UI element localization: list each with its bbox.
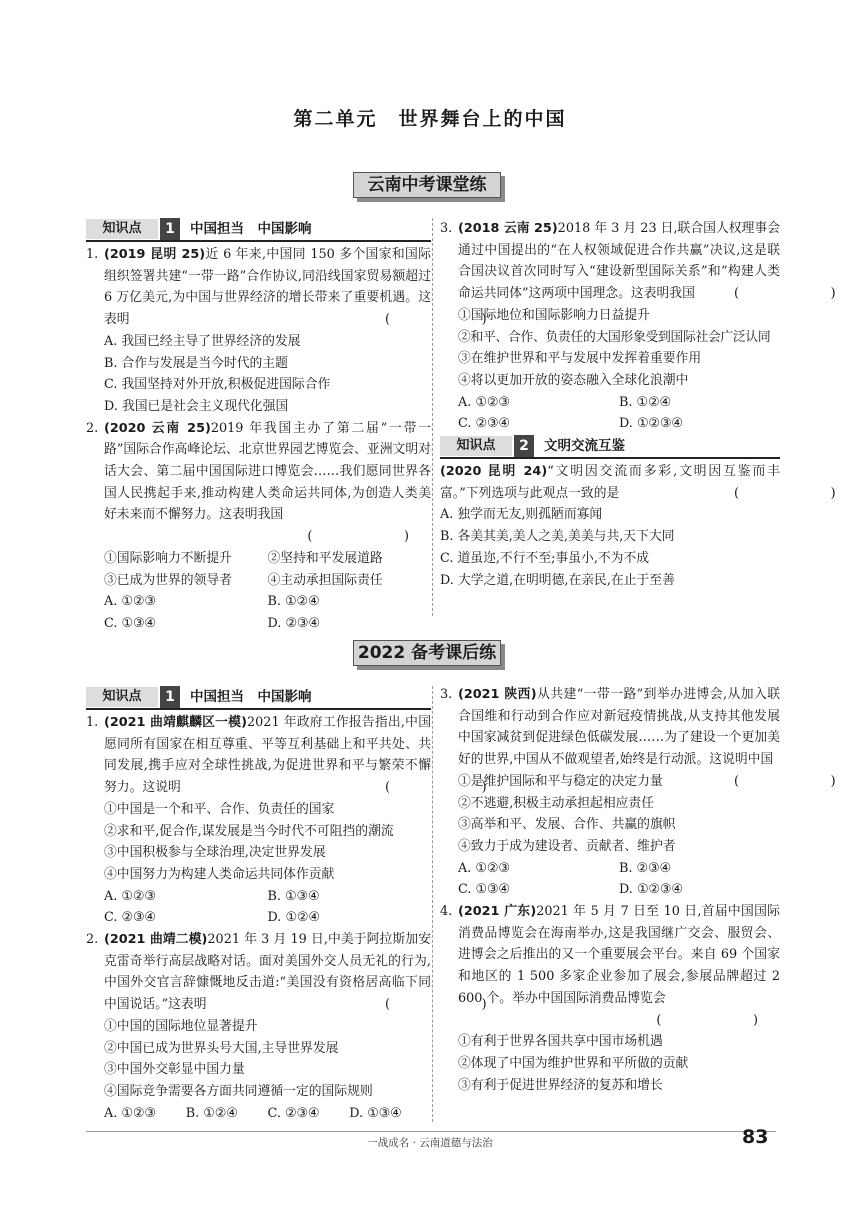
knowledge-point-header [440,435,780,459]
option: C. ②③④ [104,910,156,926]
statement: ③中国外交彰显中国力量 [104,1062,245,1078]
kp-title: 中国担当 中国影响 [190,689,312,705]
answer-bracket: ( ) [385,997,509,1013]
option: B. ①②④ [619,394,671,410]
question-2: 2. (2020 云南 25)2019 年我国主办了第二届“一带一路”国际合作高峰论坛、北京世界园艺博览会、亚洲文明对话大会、第二届中国国际进口博览会……我们愿同世界各国人民携起手来,推动构建人类命运共同体,为创造人类美好未来而不懈努力。这表明我国 ( ) [86,420,431,545]
column-divider [432,686,433,1122]
kp-label: 知识点 [86,219,158,239]
statement: ②不逃避,积极主动承担起相应责任 [458,795,655,811]
kp-number: 1 [160,218,180,240]
option: D. 我国已是社会主义现代化强国 [104,398,289,414]
answer-bracket: ( ) [734,286,858,302]
kp-title: 文明交流互鉴 [544,438,625,455]
option: D. ①②③④ [619,416,683,432]
statement: ②和平、合作、负责任的大国形象受到国际社会广泛认同 [458,329,771,345]
footer-text: 一战成名 · 云南道德与法治 [367,1137,493,1149]
statement: ④将以更加开放的姿态融入全球化浪潮中 [458,372,689,388]
statement: ③中国积极参与全球治理,决定世界发展 [104,845,326,861]
option: D. ①②④ [267,910,320,926]
question-3: 3. (2021 陕西)从共建“一带一路”到举办进博会,从加入联合国维和行动到合作应对新冠疫情挑战,从支持其他发展中国家减贫到促进绿色低碳发展……为了建设一个更加美好的世界,中国从不做观望者,始终是行动派。这说明中国 ( ) [440,684,780,771]
section-title: 2022 备考课后练 [353,640,501,666]
page-title: 第二单元 世界舞台上的中国 [293,108,567,130]
statement: ①中国的国际地位显著提升 [104,1018,258,1034]
page-number: 83 [742,1126,769,1148]
kp-number: 2 [514,435,534,457]
statement: ③有利于促进世界经济的复苏和增长 [458,1077,663,1093]
statement: ④国际竞争需要各方面共同遵循一定的国际规则 [104,1083,373,1099]
option: C. 道虽迩,不行不至;事虽小,不为不成 [440,550,650,566]
option: A. ①②③ [104,594,156,610]
option: A. 独学而无友,则孤陋而寡闻 [440,507,603,523]
answer-bracket: ( ) [734,773,858,789]
option: B. ②③④ [619,860,671,876]
option: C. ①③④ [458,882,510,898]
option: D. 大学之道,在明明德,在亲民,在止于至善 [440,572,675,588]
answer-bracket: ( ) [307,529,431,545]
statement: ①国际影响力不断提升 [104,550,232,566]
option: C. ②③④ [458,416,510,432]
question-1: 1. (2021 曲靖麒麟区一模)2021 年政府工作报告指出,中国愿同所有国家在相互尊重、平等互利基础上和平共处、共同发展,携手应对全球性挑战,为促进世界和平与繁荣不懈努力。这说明 ( ) [86,712,431,799]
answer-bracket: ( ) [734,485,858,501]
statement: ①中国是一个和平、合作、负责任的国家 [104,801,335,817]
question-2: 2. (2021 曲靖二模)2021 年 3 月 19 日,中美于阿拉斯加安克雷奇举行高层战略对话。面对美国外交人员无礼的行为,中国外交官言辞慷慨地反击道:“美国没有资格居高临下同中国说话。”这表明 ( ) [86,929,431,1016]
option: B. 各美其美,美人之美,美美与共,天下大同 [440,529,675,545]
footer-rule [86,1131,776,1132]
question-4: 4. (2021 广东)2021 年 5 月 7 日至 10 日,首届中国国际消费品博览会在海南举办,这是我国继广交会、服贸会、进博会之后推出的又一个重要展会平台。来自 69 个国家和地区的 1 500 多家企业参加了展会,参展品牌超过 2 600 个。举办中国国际消费品博览会 ( ) [440,904,780,1028]
option: B. ①②④ [267,594,320,610]
option: A. 我国已经主导了世界经济的发展 [104,333,301,349]
statement: ①是维护国际和平与稳定的决定力量 [458,773,663,789]
knowledge-point-header [86,686,431,710]
option: C. ②③④ [267,1105,320,1121]
option: D. ①②③④ [619,882,683,898]
option: D. ②③④ [267,615,320,631]
statement: ④中国努力为构建人类命运共同体作贡献 [104,866,335,882]
kp-label: 知识点 [86,687,158,707]
question-kp2: (2020 昆明 24)“文明因交流而多彩,文明因互鉴而丰富。”下列选项与此观点一致的是 ( ) [440,461,780,504]
statement: ④致力于成为建设者、贡献者、维护者 [458,838,676,854]
kp-number: 1 [160,686,180,708]
option: C. 我国坚持对外开放,积极促进国际合作 [104,377,331,393]
answer-bracket: ( ) [385,312,509,328]
answer-bracket: ( ) [385,780,509,796]
option: A. ①②③ [104,1105,156,1121]
option: B. ①③④ [267,888,320,904]
statement: ②求和平,促合作,谋发展是当今时代不可阻挡的潮流 [104,823,394,839]
option: A. ①②③ [458,394,510,410]
option: A. ①②③ [104,888,156,904]
section2-right-column [440,684,858,1096]
option: A. ①②③ [458,860,510,876]
option: B. ①②④ [185,1105,238,1121]
section-banner-homework [353,640,505,670]
statement: ③高举和平、发展、合作、共赢的旗帜 [458,817,676,833]
statement: ④主动承担国际责任 [267,572,383,588]
knowledge-point-header [86,218,431,242]
statement: ③已成为世界的领导者 [104,572,232,588]
section-title: 云南中考课堂练 [353,172,501,198]
statement: ②坚持和平发展道路 [267,550,383,566]
column-divider [432,218,433,616]
answer-bracket: ( ) [656,1012,780,1028]
option: B. 合作与发展是当今时代的主题 [104,355,288,371]
section1-right-column [440,218,858,591]
question-1: 1. (2019 昆明 25)近 6 年来,中国同 150 多个国家和国际组织签署共建“一带一路”合作协议,同沿线国家贸易额超过 6 万亿美元,为中国与世界经济的增长带来了重要机遇。这表明 ( ) [86,244,431,331]
kp-title: 中国担当 中国影响 [190,221,312,237]
option: C. ①③④ [104,615,156,631]
option: D. ①③④ [349,1105,402,1121]
statement: ③在维护世界和平与发展中发挥着重要作用 [458,351,702,367]
kp-label: 知识点 [440,436,512,456]
statement: ②体现了中国为维护世界和平所做的贡献 [458,1055,689,1071]
question-3: 3. (2018 云南 25)2018 年 3 月 23 日,联合国人权理事会通过中国提出的“在人权领域促进合作共赢”决议,这是联合国决议首次同时写入“建设新型国际关系”和“构建人类命运共同体”这两项中国理念。这表明我国 ( ) [440,218,780,305]
section-banner-classroom [353,172,505,202]
statement: ①国际地位和国际影响力日益提升 [458,307,650,323]
statement: ①有利于世界各国共享中国市场机遇 [458,1034,663,1050]
statement: ②中国已成为世界头号大国,主导世界发展 [104,1040,339,1056]
